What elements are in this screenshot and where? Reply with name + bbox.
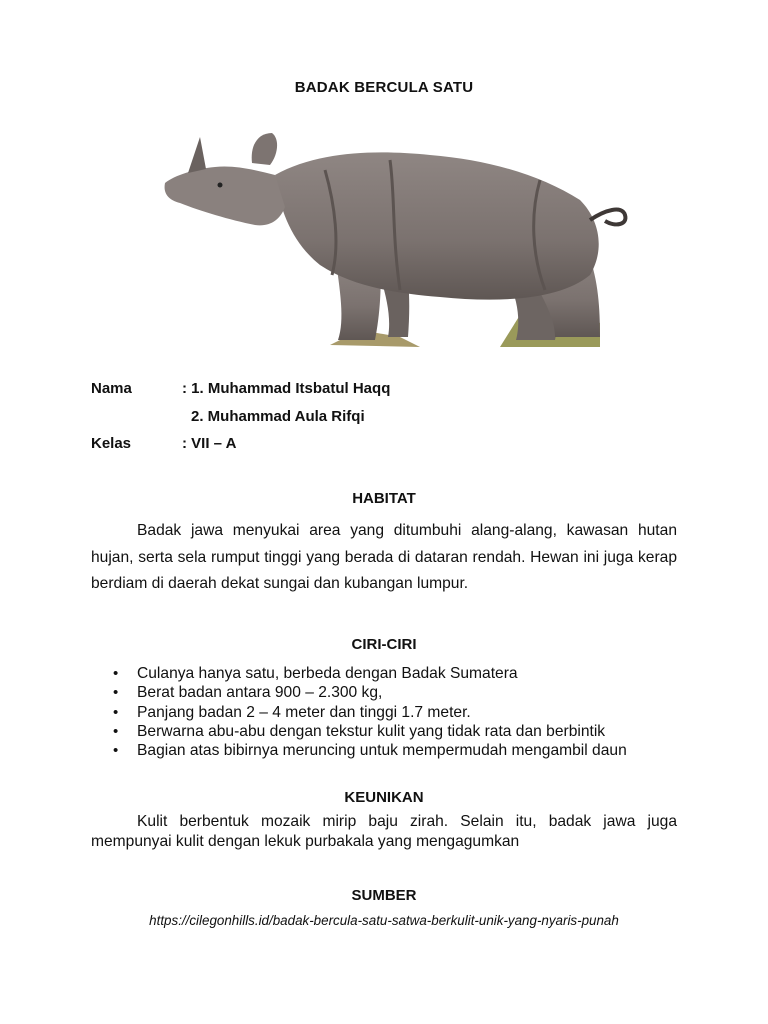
list-item-text: Berat badan antara 900 – 2.300 kg, (137, 684, 383, 702)
list-item (91, 741, 657, 760)
bullet-icon: • (113, 722, 119, 740)
bullet-icon: • (113, 665, 119, 682)
characteristics-heading: CIRI-CIRI (351, 636, 417, 653)
list-item-text: Culanya hanya satu, berbeda dengan Badak Sumatera (137, 665, 518, 682)
bullet-icon: • (113, 684, 119, 702)
characteristics-list (91, 664, 691, 760)
name-2-value: 2. Muhammad Aula Rifqi (191, 408, 365, 425)
rhinoceros-illustration-icon (160, 125, 630, 350)
bullet-icon: • (113, 703, 119, 721)
source-heading: SUMBER (351, 887, 417, 904)
uniqueness-paragraph: Kulit berbentuk mozaik mirip baju zirah. Selain itu, badak jawa juga mempunyai kulit dengan lekuk purbakala yang mengagumkan (91, 813, 677, 850)
name-label: Nama (91, 380, 132, 397)
habitat-heading: HABITAT (352, 490, 416, 507)
document-title: BADAK BERCULA SATU (294, 79, 474, 96)
uniqueness-heading: KEUNIKAN (344, 789, 424, 806)
list-item (91, 683, 691, 702)
list-item (91, 664, 691, 683)
list-item (91, 722, 691, 741)
source-link[interactable]: https://cilegonhills.id/badak-bercula-satu-satwa-berkulit-unik-yang-nyaris-punah (149, 913, 619, 928)
class-label: Kelas (91, 435, 132, 452)
list-item (91, 703, 691, 722)
name-1-value: : 1. Muhammad Itsbatul Haqq (182, 380, 391, 397)
list-item-text: Panjang badan 2 – 4 meter dan tinggi 1.7 meter. (137, 703, 471, 721)
habitat-paragraph: Badak jawa menyukai area yang ditumbuhi alang-alang, kawasan hutan hujan, serta sela rumput tinggi yang berada di dataran rendah. Hewan ini juga kerap berdiam di daerah dekat sungai dan kubangan lumpur. (91, 522, 677, 592)
list-item-text: Berwarna abu-abu dengan tekstur kulit yang tidak rata dan berbintik (137, 722, 606, 740)
list-item-text: Bagian atas bibirnya meruncing untuk mempermudah mengambil daun (137, 742, 627, 760)
class-value: : VII – A (182, 435, 237, 452)
bullet-icon: • (113, 742, 119, 760)
